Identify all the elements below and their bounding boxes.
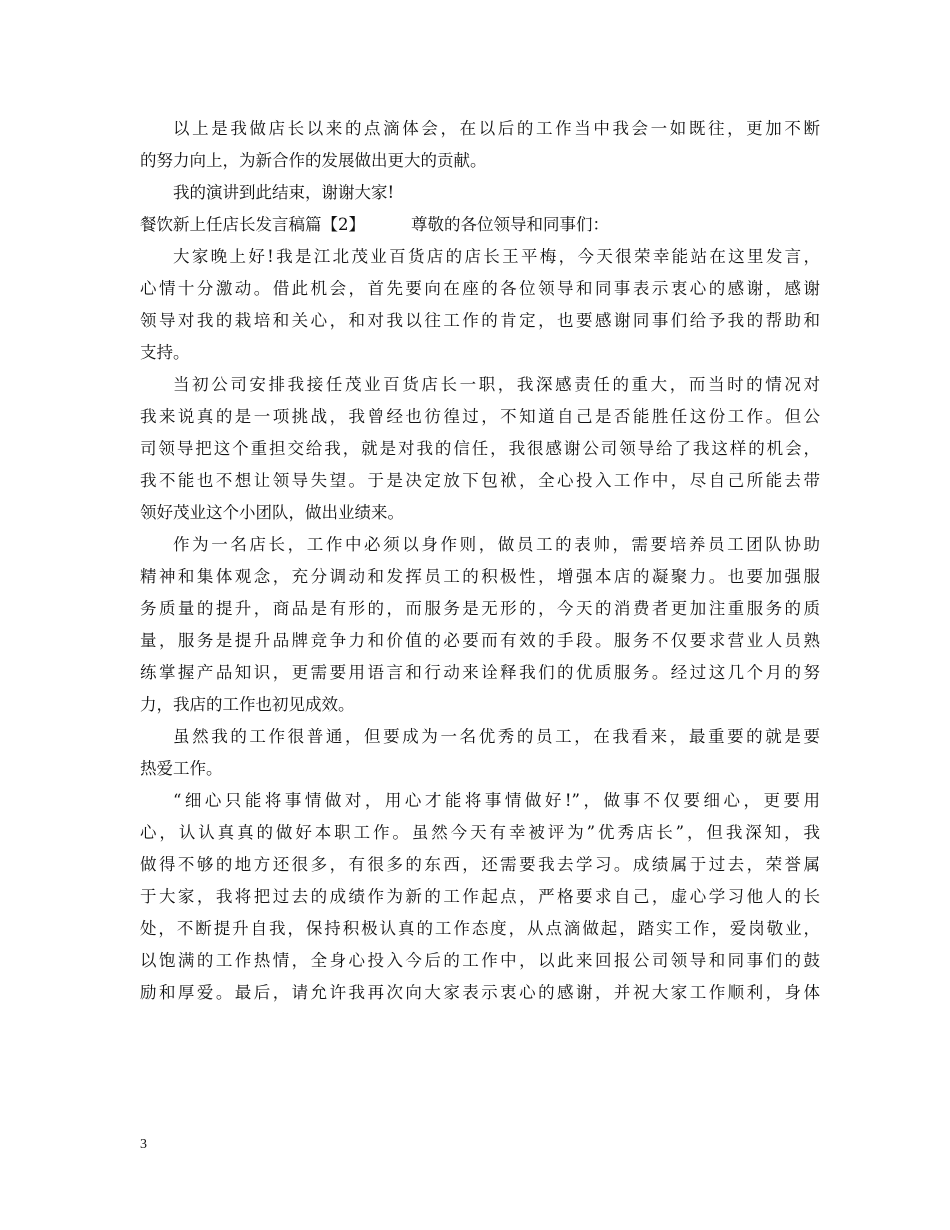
- document-body: [140, 113, 820, 1009]
- text-line: 当初公司安排我接任茂业百货店长一职，我深感责任的重大，而当时的情况对: [173, 375, 820, 394]
- text-line: 力，我店的工作也初见成效。: [140, 695, 355, 714]
- text-line: “细心只能将事情做对，用心才能将事情做好!”，做事不仅要细心，更要用: [173, 791, 820, 810]
- text-line: 司领导把这个重担交给我，就是对我的信任，我很感谢公司领导给了我这样的机会，: [140, 439, 820, 458]
- text-line: 虽然我的工作很普通，但要成为一名优秀的员工，在我看来，最重要的就是要: [173, 727, 820, 746]
- text-line: 心，认认真真的做好本职工作。虽然今天有幸被评为”优秀店长”，但我深知，我: [140, 823, 820, 842]
- text-line: 心情十分激动。借此机会，首先要向在座的各位领导和同事表示衷心的感谢，感谢: [140, 279, 820, 298]
- section-title: 餐饮新上任店长发言稿篇【2】: [140, 215, 365, 234]
- text-line: 的努力向上，为新合作的发展做出更大的贡献。: [140, 151, 487, 170]
- page-number: 3: [140, 1137, 147, 1152]
- text-line: 我不能也不想让领导失望。于是决定放下包袱，全心投入工作中，尽自己所能去带: [140, 471, 820, 490]
- text-line: 作为一名店长，工作中必须以身作则，做员工的表帅，需要培养员工团队协助: [173, 535, 820, 554]
- text-line: 以上是我做店长以来的点滴体会，在以后的工作当中我会一如既往，更加不断: [173, 119, 820, 138]
- text-line: 领好茂业这个小团队，做出业绩来。: [140, 503, 404, 522]
- text-line: 领导对我的栽培和关心，和对我以往工作的肯定，也要感谢同事们给予我的帮助和: [140, 311, 820, 330]
- text-line: 我来说真的是一项挑战，我曾经也彷徨过，不知道自己是否能胜任这份工作。但公: [140, 407, 820, 426]
- text-line: 量，服务是提升品牌竞争力和价值的必要而有效的手段。服务不仅要求营业人员熟: [140, 631, 820, 650]
- text-line: 务质量的提升，商品是有形的，而服务是无形的，今天的消费者更加注重服务的质: [140, 599, 820, 618]
- text-line: 于大家，我将把过去的成绩作为新的工作起点，严格要求自己，虚心学习他人的长: [140, 887, 820, 906]
- text-line: 我的演讲到此结束，谢谢大家!: [173, 183, 395, 202]
- text-line: 练掌握产品知识，更需要用语言和行动来诠释我们的优质服务。经过这几个月的努: [140, 663, 820, 682]
- text-line: 做得不够的地方还很多，有很多的东西，还需要我去学习。成绩属于过去，荣誉属: [140, 855, 820, 874]
- text-line: 支持。: [140, 343, 190, 362]
- text-line: 以饱满的工作热情，全身心投入今后的工作中，以此来回报公司领导和同事们的鼓: [140, 951, 820, 970]
- text-line: 热爱工作。: [140, 759, 223, 778]
- text-line: 励和厚爱。最后，请允许我再次向大家表示衷心的感谢，并祝大家工作顺利，身体: [140, 983, 820, 1002]
- text-line: 精神和集体观念，充分调动和发挥员工的积极性，增强本店的凝聚力。也要加强服: [140, 567, 820, 586]
- section-heading-line: [140, 209, 820, 241]
- salutation: 尊敬的各位领导和同事们：: [411, 215, 609, 234]
- text-line: 处，不断提升自我，保持积极认真的工作态度，从点滴做起，踏实工作，爱岗敬业，: [140, 919, 820, 938]
- text-line: 大家晚上好!我是江北茂业百货店的店长王平梅，今天很荣幸能站在这里发言，: [173, 247, 820, 266]
